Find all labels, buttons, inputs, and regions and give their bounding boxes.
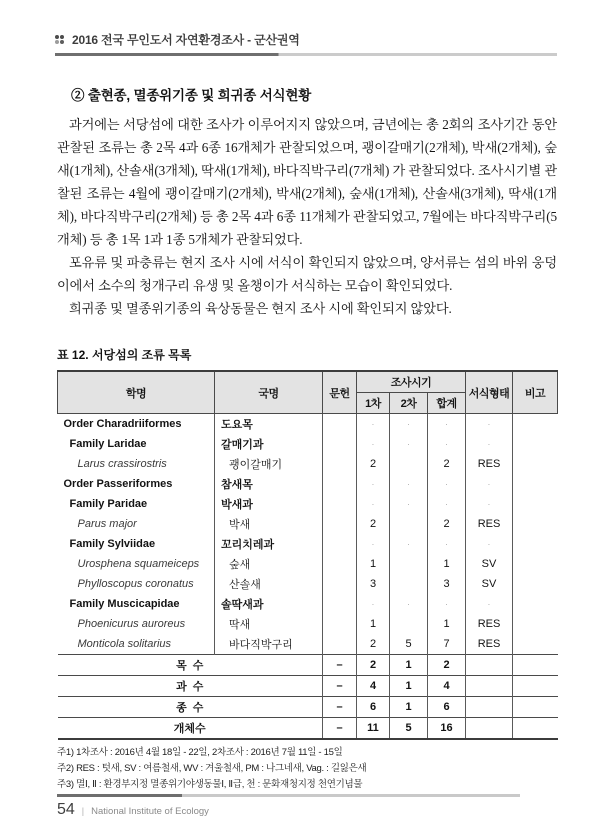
cell-survey-total: · — [428, 414, 466, 435]
cell-survey-2: 5 — [390, 634, 428, 655]
header-rule — [55, 53, 557, 56]
cell-literature — [323, 434, 357, 454]
cell-literature — [323, 494, 357, 514]
body-paragraph: 과거에는 서당섬에 대한 조사가 이루어지지 않았으며, 금년에는 총 2회의 조사기간 동안 관찰된 조류는 총 2목 4과 6종 16개체가 관찰되었으며, 괭이갈매기(2개체), 박새(2개체), 숲새(1개체), 산솔새(3개체), 딱새(1개체), 바다직박구리(7개체) 가 관찰되었다. 조사시기별 관찰된 조류는 4월에 괭이갈매기(2개체), 박새(2개체), 숲새(1개체), 산솔새(3개체), 딱새(1개체), 바다직박구리(2개체) 등 총 2목 4과 6종 11개체가 관찰되었고, 7월에는 바다직박구리(5개체) 등 총 1목 1과 1종 5개체가 관찰되었다. — [57, 117, 557, 247]
cell-survey-1: 2 — [357, 514, 390, 534]
table-caption: 표 12. 서당섬의 조류 목록 — [57, 348, 192, 362]
cell-note — [513, 494, 558, 514]
cell-literature: – — [323, 676, 357, 697]
cell-habit: · — [466, 494, 513, 514]
table-row — [58, 414, 558, 435]
cell-habit: RES — [466, 614, 513, 634]
cell-note — [513, 434, 558, 454]
cell-habit: RES — [466, 514, 513, 534]
table-row — [58, 534, 558, 554]
organization-name: National Institute of Ecology — [91, 806, 209, 817]
footnote: 주2) RES : 텃새, SV : 여름철새, WV : 겨울철새, PM : 나그네새, Vag. : 길잃은새 — [57, 763, 367, 774]
cell-habit — [466, 697, 513, 718]
cell-summary-label: 과 수 — [58, 676, 323, 697]
cell-survey-2: 1 — [390, 676, 428, 697]
cell-survey-1: 11 — [357, 718, 390, 740]
cell-survey-1: · — [357, 534, 390, 554]
body-paragraph: 희귀종 및 멸종위기종의 육상동물은 현지 조사 시에 확인되지 않았다. — [69, 301, 452, 316]
col-header-scientific-name: 학명 — [58, 371, 215, 414]
cell-survey-1: · — [357, 494, 390, 514]
cell-habit — [466, 718, 513, 740]
cell-habit: · — [466, 534, 513, 554]
cell-note — [513, 676, 558, 697]
cell-korean-name: 딱새 — [215, 614, 323, 634]
col-header-survey-2: 2차 — [390, 393, 428, 414]
cell-survey-total: 4 — [428, 676, 466, 697]
cell-scientific-name: Order Passeriformes — [63, 478, 173, 490]
cell-survey-1: · — [357, 474, 390, 494]
cell-survey-total: 2 — [428, 655, 466, 676]
cell-survey-total: 2 — [428, 454, 466, 474]
cell-survey-total: 3 — [428, 574, 466, 594]
cell-survey-1: 1 — [357, 614, 390, 634]
cell-korean-name: 박새 — [215, 514, 323, 534]
cell-scientific-name: Family Paridae — [69, 498, 148, 510]
col-header-korean-name: 국명 — [215, 371, 323, 414]
cell-habit: SV — [466, 554, 513, 574]
table-row — [58, 514, 558, 534]
cell-note — [513, 634, 558, 655]
body-paragraph: 포유류 및 파충류는 현지 조사 시에 서식이 확인되지 않았으며, 양서류는 섬의 바위 웅덩이에서 소수의 청개구리 유생 및 올챙이가 서식하는 모습이 확인되었다. — [57, 255, 557, 293]
cell-note — [513, 614, 558, 634]
table-summary-row — [58, 655, 558, 676]
cell-note — [513, 534, 558, 554]
cell-survey-2: 5 — [390, 718, 428, 740]
cell-survey-total: 1 — [428, 614, 466, 634]
cell-literature — [323, 594, 357, 614]
dots-bullet-icon — [55, 35, 65, 45]
cell-literature: – — [323, 718, 357, 740]
cell-summary-label: 개체수 — [58, 718, 323, 740]
cell-scientific-name: Monticola solitarius — [77, 638, 172, 650]
col-header-survey-period: 조사시기 — [357, 371, 466, 393]
cell-survey-total: 2 — [428, 514, 466, 534]
cell-survey-2: · — [390, 414, 428, 435]
cell-summary-label: 목 수 — [58, 655, 323, 676]
table-summary-row — [58, 697, 558, 718]
col-header-survey-total: 합계 — [428, 393, 466, 414]
cell-survey-1: 3 — [357, 574, 390, 594]
cell-survey-total: 6 — [428, 697, 466, 718]
cell-scientific-name: Urosphena squameiceps — [77, 558, 200, 570]
cell-habit: · — [466, 594, 513, 614]
cell-note — [513, 414, 558, 435]
cell-habit: RES — [466, 634, 513, 655]
running-head — [55, 31, 557, 56]
col-header-note: 비고 — [513, 371, 558, 414]
cell-survey-2: · — [390, 534, 428, 554]
cell-literature — [323, 454, 357, 474]
cell-korean-name: 도요목 — [215, 414, 323, 435]
cell-survey-1: 1 — [357, 554, 390, 574]
cell-survey-2: · — [390, 474, 428, 494]
cell-survey-total: · — [428, 474, 466, 494]
cell-habit: RES — [466, 454, 513, 474]
cell-literature — [323, 574, 357, 594]
footer-rule — [57, 794, 520, 797]
cell-literature — [323, 414, 357, 435]
section-title: ② 출현종, 멸종위기종 및 희귀종 서식현황 — [71, 88, 312, 103]
cell-literature — [323, 614, 357, 634]
cell-survey-1: 6 — [357, 697, 390, 718]
table-row — [58, 594, 558, 614]
footnote: 주3) 멸Ⅰ, Ⅱ : 환경부지정 멸종위기야생동물Ⅰ, Ⅱ급, 천 : 문화재청지정 천연기념물 — [57, 779, 363, 790]
table-row — [58, 494, 558, 514]
cell-survey-2 — [390, 614, 428, 634]
cell-survey-total: · — [428, 594, 466, 614]
table-footnotes — [57, 745, 557, 793]
table-row — [58, 454, 558, 474]
page-number: 54 — [57, 801, 75, 818]
cell-note — [513, 697, 558, 718]
cell-korean-name: 솔딱새과 — [215, 594, 323, 614]
cell-korean-name: 괭이갈매기 — [215, 454, 323, 474]
cell-korean-name: 바다직박구리 — [215, 634, 323, 655]
cell-literature — [323, 514, 357, 534]
cell-survey-1: 2 — [357, 634, 390, 655]
cell-note — [513, 594, 558, 614]
cell-korean-name: 참새목 — [215, 474, 323, 494]
cell-survey-1: · — [357, 434, 390, 454]
cell-scientific-name: Larus crassirostris — [77, 458, 167, 470]
cell-survey-1: 2 — [357, 655, 390, 676]
cell-note — [513, 454, 558, 474]
cell-literature — [323, 634, 357, 655]
cell-survey-total: 1 — [428, 554, 466, 574]
table-row — [58, 474, 558, 494]
cell-note — [513, 655, 558, 676]
cell-scientific-name: Phoenicurus auroreus — [77, 618, 186, 630]
cell-korean-name: 꼬리치레과 — [215, 534, 323, 554]
cell-literature: – — [323, 655, 357, 676]
cell-literature — [323, 534, 357, 554]
cell-survey-2: 1 — [390, 697, 428, 718]
table-row — [58, 634, 558, 655]
cell-summary-label: 종 수 — [58, 697, 323, 718]
cell-habit: · — [466, 414, 513, 435]
cell-survey-2: · — [390, 434, 428, 454]
cell-korean-name: 숲새 — [215, 554, 323, 574]
table-row — [58, 554, 558, 574]
report-title: 2016 전국 무인도서 자연환경조사 - 군산권역 — [72, 33, 300, 47]
cell-habit: · — [466, 474, 513, 494]
cell-scientific-name: Family Sylviidae — [69, 538, 156, 550]
cell-survey-2: · — [390, 494, 428, 514]
cell-survey-1: · — [357, 414, 390, 435]
cell-survey-1: 4 — [357, 676, 390, 697]
bird-species-table — [57, 370, 558, 740]
cell-survey-1: · — [357, 594, 390, 614]
col-header-literature: 문헌 — [323, 371, 357, 414]
col-header-survey-1: 1차 — [357, 393, 390, 414]
cell-scientific-name: Phylloscopus coronatus — [77, 578, 194, 590]
table-row — [58, 574, 558, 594]
cell-note — [513, 514, 558, 534]
cell-literature — [323, 474, 357, 494]
col-header-habit: 서식형태 — [466, 371, 513, 414]
table-row — [58, 614, 558, 634]
footnote: 주1) 1차조사 : 2016년 4월 18일 - 22일, 2차조사 : 2016년 7월 11일 - 15일 — [57, 747, 343, 758]
cell-scientific-name: Parus major — [77, 518, 137, 530]
cell-survey-total: · — [428, 534, 466, 554]
table-header — [58, 371, 558, 414]
cell-note — [513, 718, 558, 740]
main-content — [57, 84, 557, 793]
table-summary-row — [58, 676, 558, 697]
cell-korean-name: 갈매기과 — [215, 434, 323, 454]
cell-habit: SV — [466, 574, 513, 594]
cell-scientific-name: Family Muscicapidae — [69, 598, 180, 610]
table-body — [58, 414, 558, 740]
cell-survey-2: 1 — [390, 655, 428, 676]
cell-survey-2 — [390, 454, 428, 474]
cell-survey-2 — [390, 574, 428, 594]
page-footer — [57, 794, 520, 819]
cell-survey-total: · — [428, 494, 466, 514]
cell-note — [513, 574, 558, 594]
cell-korean-name: 산솔새 — [215, 574, 323, 594]
cell-survey-2 — [390, 514, 428, 534]
cell-survey-2 — [390, 554, 428, 574]
cell-habit: · — [466, 434, 513, 454]
table-row — [58, 434, 558, 454]
cell-survey-total: · — [428, 434, 466, 454]
cell-scientific-name: Family Laridae — [69, 438, 147, 450]
cell-habit — [466, 676, 513, 697]
cell-scientific-name: Order Charadriiformes — [63, 418, 182, 430]
table-summary-row — [58, 718, 558, 740]
cell-survey-total: 16 — [428, 718, 466, 740]
footer-divider: | — [81, 806, 85, 816]
cell-survey-1: 2 — [357, 454, 390, 474]
cell-korean-name: 박새과 — [215, 494, 323, 514]
cell-survey-total: 7 — [428, 634, 466, 655]
cell-note — [513, 474, 558, 494]
cell-habit — [466, 655, 513, 676]
cell-literature: – — [323, 697, 357, 718]
cell-literature — [323, 554, 357, 574]
cell-note — [513, 554, 558, 574]
cell-survey-2: · — [390, 594, 428, 614]
